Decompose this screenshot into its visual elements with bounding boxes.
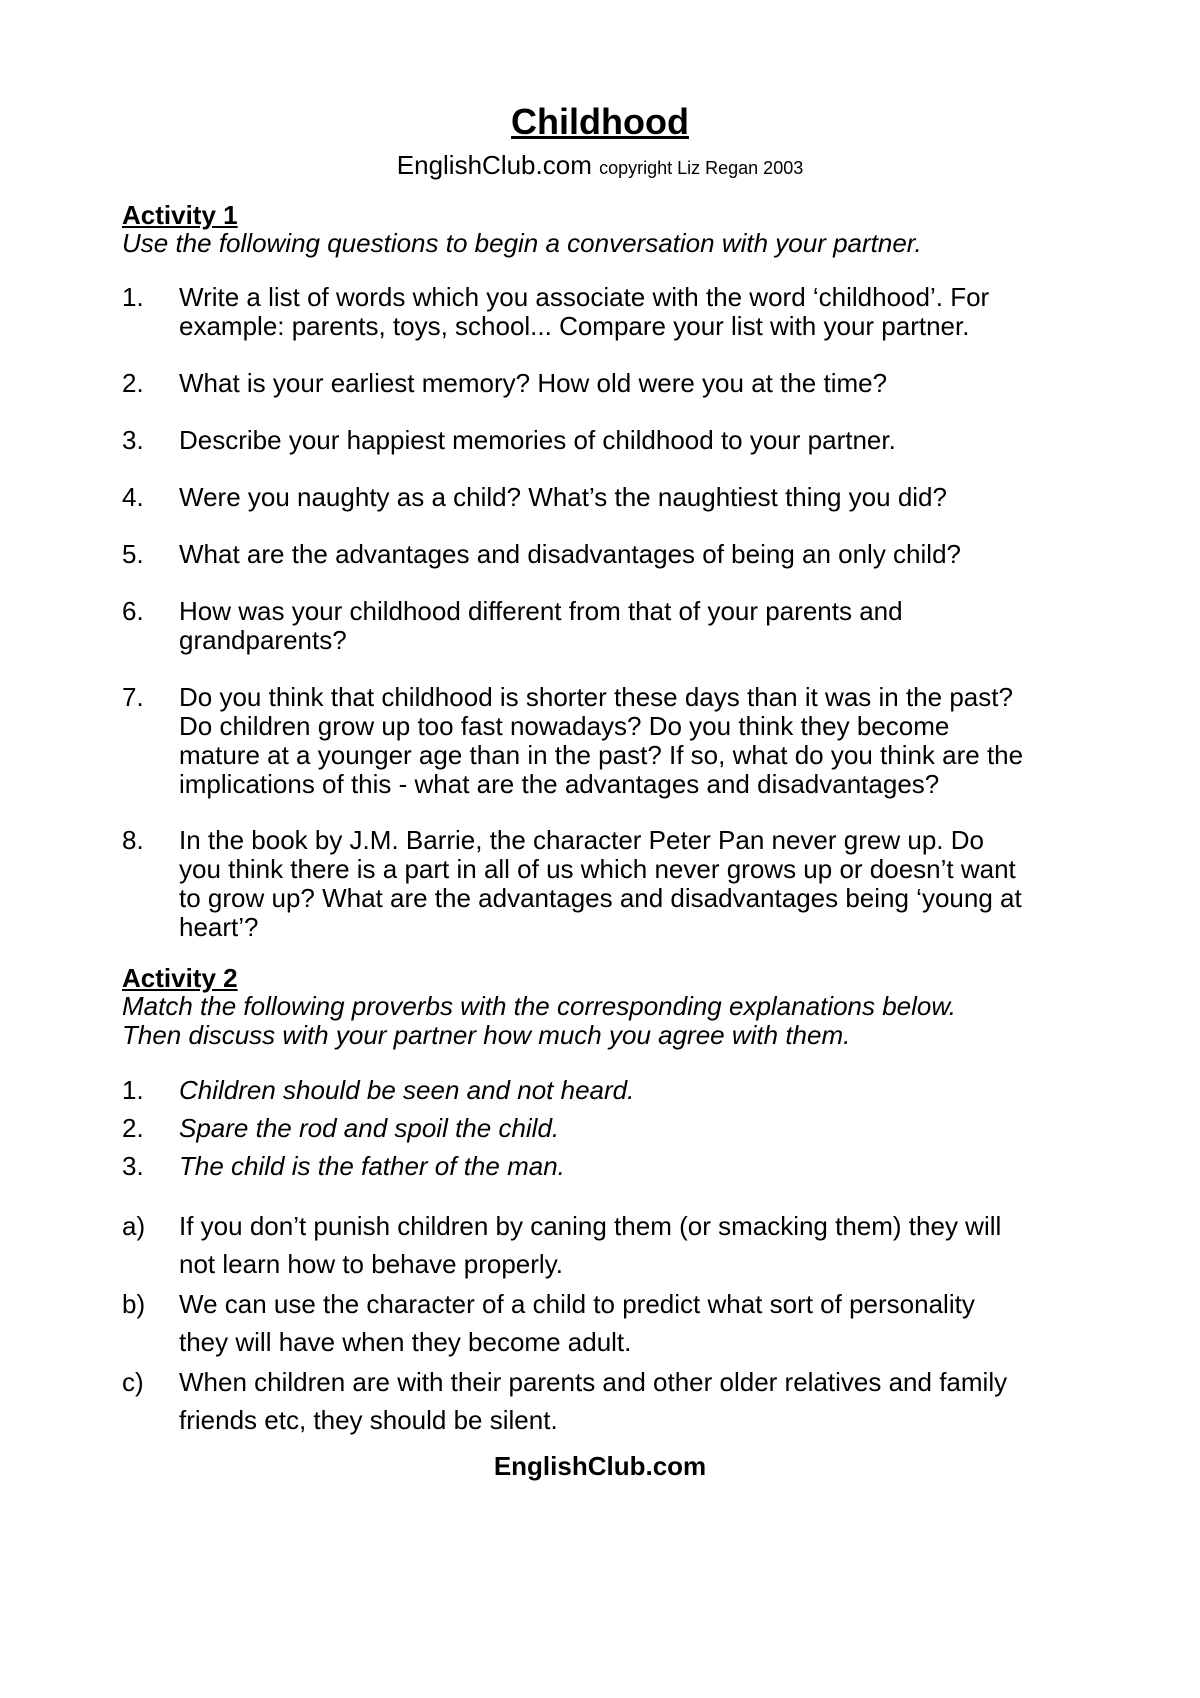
question-line: What is your earliest memory? How old were you at the time? xyxy=(179,368,888,398)
question-line: example: parents, toys, school... Compare your list with your partner. xyxy=(179,311,970,341)
question-text xyxy=(179,597,1179,655)
question-line: Were you naughty as a child? What’s the naughtiest thing you did? xyxy=(179,482,947,512)
proverb-text: Children should be seen and not heard. xyxy=(179,1075,635,1105)
instruction-line: Match the following proverbs with the corresponding explanations below. xyxy=(122,991,956,1021)
explanation-line: not learn how to behave properly. xyxy=(179,1249,563,1279)
explanation-line: If you don’t punish children by caning them (or smacking them) they will xyxy=(179,1211,1002,1241)
question-line: heart’? xyxy=(179,912,259,942)
explanation-letter: b) xyxy=(122,1289,146,1319)
question-text xyxy=(179,369,1179,398)
question-number: 5. xyxy=(122,539,144,569)
explanation-line: When children are with their parents and other older relatives and family xyxy=(179,1367,1008,1397)
question-line: Write a list of words which you associate with the word ‘childhood’. For xyxy=(179,282,990,312)
question-text xyxy=(179,540,1179,569)
question-line: In the book by J.M. Barrie, the character Peter Pan never grew up. Do xyxy=(179,825,984,855)
site-name: EnglishClub.com xyxy=(396,150,592,180)
activity-2-instruction xyxy=(122,992,1122,1050)
question-line: Do children grow up too fast nowadays? Do you think they become xyxy=(179,711,950,741)
explanation-text xyxy=(179,1363,1179,1439)
question-number: 1. xyxy=(122,282,144,312)
footer-site-name: EnglishClub.com xyxy=(493,1451,707,1481)
question-line: Describe your happiest memories of childhood to your partner. xyxy=(179,425,896,455)
question-text xyxy=(179,826,1179,942)
question-line: How was your childhood different from that of your parents and xyxy=(179,596,903,626)
question-number: 3. xyxy=(122,425,144,455)
page-subtitle xyxy=(0,148,1200,185)
explanation-text xyxy=(179,1285,1179,1361)
activity-1-heading: Activity 1 xyxy=(122,200,238,230)
question-line: Do you think that childhood is shorter these days than it was in the past? xyxy=(179,682,1013,712)
instruction-line: Then discuss with your partner how much you agree with them. xyxy=(122,1020,851,1050)
question-line: to grow up? What are the advantages and disadvantages being ‘young at xyxy=(179,883,1022,913)
question-line: What are the advantages and disadvantages of being an only child? xyxy=(179,539,961,569)
explanation-line: We can use the character of a child to predict what sort of personality xyxy=(179,1289,975,1319)
question-text xyxy=(179,683,1179,799)
activity-1-instruction: Use the following questions to begin a conversation with your partner. xyxy=(122,228,922,258)
question-text xyxy=(179,426,1179,455)
question-number: 4. xyxy=(122,482,144,512)
proverb-text: The child is the father of the man. xyxy=(179,1151,565,1181)
explanation-line: they will have when they become adult. xyxy=(179,1327,632,1357)
question-text xyxy=(179,283,1179,341)
explanation-line: friends etc, they should be silent. xyxy=(179,1405,558,1435)
proverb-number: 1. xyxy=(122,1075,144,1105)
question-line: mature at a younger age than in the past? If so, what do you think are the xyxy=(179,740,1024,770)
question-number: 7. xyxy=(122,682,144,712)
page-title: Childhood xyxy=(511,101,689,142)
explanation-letter: c) xyxy=(122,1367,144,1397)
explanation-text xyxy=(179,1207,1179,1283)
question-number: 8. xyxy=(122,825,144,855)
question-number: 6. xyxy=(122,596,144,626)
proverb-number: 2. xyxy=(122,1113,144,1143)
copyright-note: copyright Liz Regan 2003 xyxy=(599,158,804,178)
question-text xyxy=(179,483,1179,512)
activity-2-heading: Activity 2 xyxy=(122,963,238,993)
explanation-letter: a) xyxy=(122,1211,146,1241)
question-line: implications of this - what are the advantages and disadvantages? xyxy=(179,769,940,799)
question-line: grandparents? xyxy=(179,625,347,655)
proverb-number: 3. xyxy=(122,1151,144,1181)
question-line: you think there is a part in all of us which never grows up or doesn’t want xyxy=(179,854,1016,884)
proverb-text: Spare the rod and spoil the child. xyxy=(179,1113,560,1143)
question-number: 2. xyxy=(122,368,144,398)
